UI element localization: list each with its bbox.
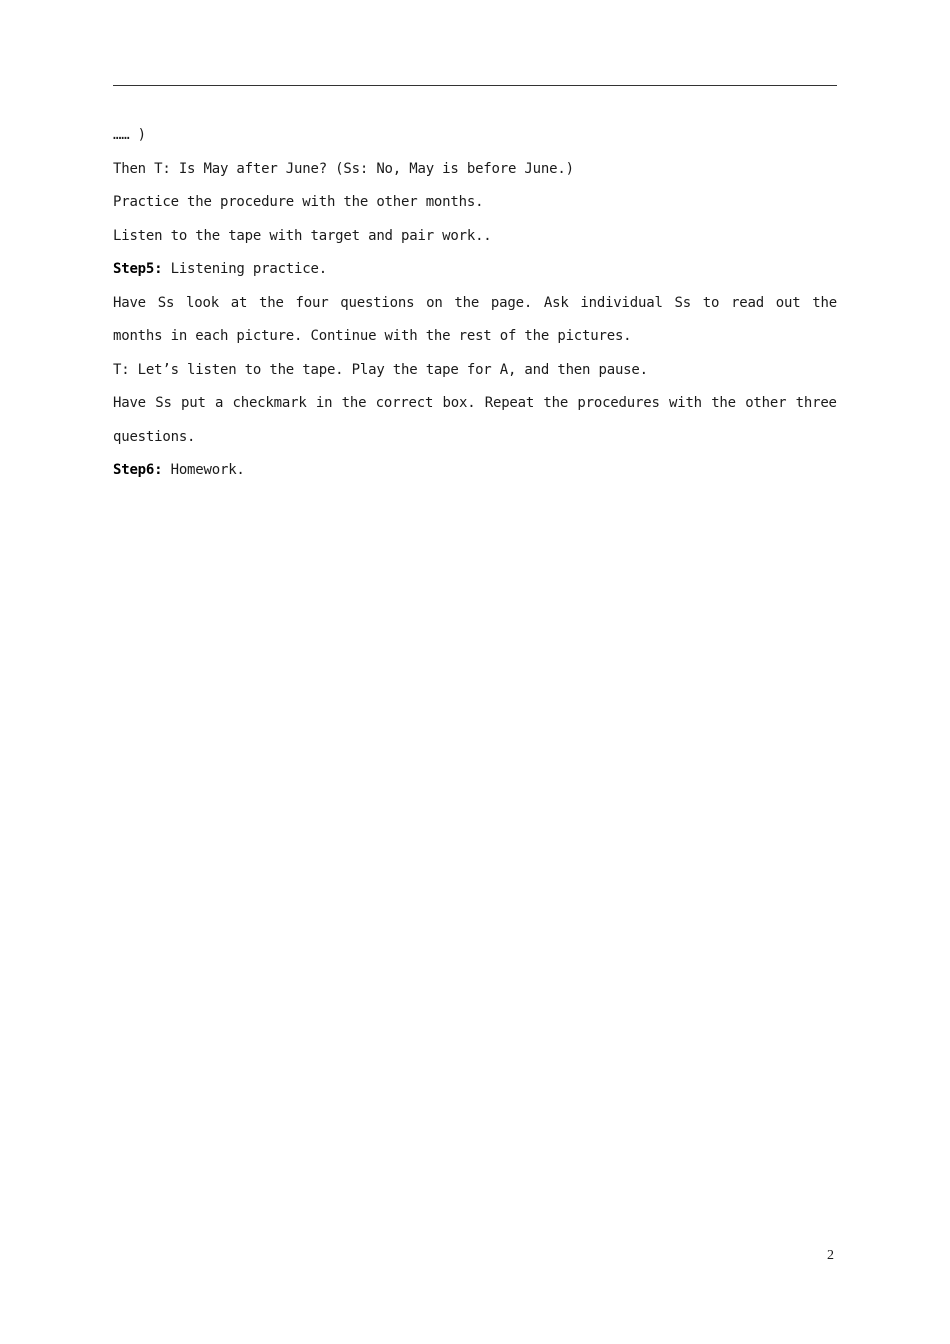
word: on: [426, 294, 443, 311]
ellipsis-line: …… ): [113, 127, 146, 143]
word: checkmark: [232, 395, 307, 411]
word: look: [186, 294, 219, 311]
word: individual: [580, 294, 663, 311]
word: the: [711, 395, 736, 411]
word: Ss: [155, 395, 172, 411]
step5-text: Listening practice.: [162, 261, 327, 277]
step6-line: [113, 457, 837, 491]
word: Ss: [157, 294, 175, 311]
step5-label: Step5:: [113, 261, 163, 277]
step6-label: Step6:: [113, 462, 163, 478]
word: questions: [340, 294, 415, 311]
word: three: [795, 395, 837, 411]
word: the: [341, 395, 367, 411]
word: read: [731, 294, 764, 311]
practice-line: Practice the procedure with the other months.: [113, 194, 484, 210]
step6-text: Homework.: [162, 462, 245, 478]
step5-line: [113, 256, 837, 290]
word: the: [543, 395, 569, 411]
word: Ss: [674, 294, 691, 311]
word: at: [230, 294, 248, 311]
word: with: [668, 395, 702, 411]
word: to: [702, 294, 720, 311]
word: page.: [490, 294, 533, 311]
listen-line: Listen to the tape with target and pair work..: [113, 227, 492, 244]
word: Repeat: [484, 395, 535, 411]
word: Have: [113, 395, 146, 411]
word: put: [180, 395, 206, 411]
word: the: [259, 294, 284, 311]
word: the: [812, 294, 837, 311]
word: Ask: [543, 294, 569, 311]
word: box.: [442, 395, 476, 411]
have-look-paragraph-line2: months in each picture. Continue with the rest of the pictures.: [113, 328, 632, 344]
justified-line-1: [113, 290, 837, 316]
checkmark-paragraph-line1: [113, 390, 837, 424]
word: a: [214, 395, 224, 411]
word: procedures: [577, 395, 660, 411]
checkmark-paragraph-line2: questions.: [113, 428, 196, 445]
word: out: [775, 294, 801, 311]
justified-line-2: [113, 390, 837, 416]
document-body: [113, 122, 837, 491]
word: the: [454, 294, 480, 311]
word: other: [745, 395, 787, 411]
word: four: [295, 294, 329, 311]
word: Have: [113, 294, 146, 311]
word: correct: [375, 395, 434, 411]
tape-line: T: Let’s listen to the tape. Play the tape for A, and then pause.: [113, 361, 648, 378]
then-line: Then T: Is May after June? (Ss: No, May is before June.): [113, 160, 574, 177]
word: in: [315, 395, 333, 411]
have-look-paragraph-line1: [113, 290, 837, 324]
header-rule: [113, 85, 837, 86]
page-number: 2: [827, 1248, 834, 1263]
